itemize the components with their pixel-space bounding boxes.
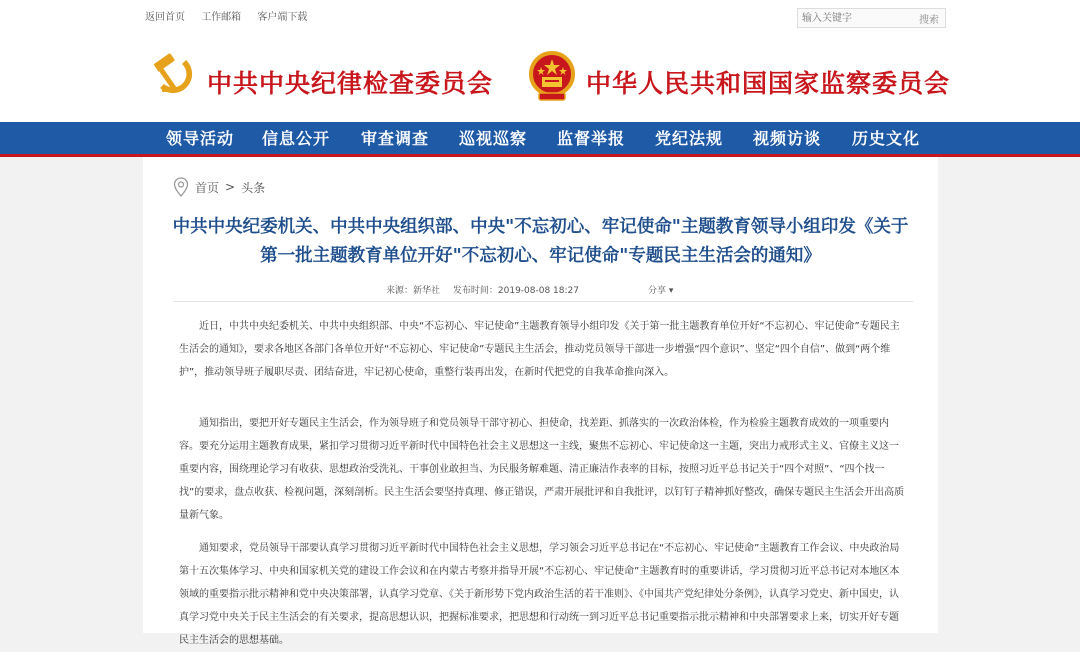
article-source: 来源：新华社: [386, 286, 441, 296]
main-nav: [0, 122, 1080, 157]
article-paragraph: 近日，中共中央纪委机关、中共中央组织部、中央“不忘初心、牢记使命”主题教育领导小组印发《关于第一批主题教育单位开好“不忘初心、牢记使命”专题民主生活会的通知》，要求各地区各部门各单位开好“不忘初心、牢记使命”专题民主生活会，推动党员领导干部进一步增强“四个意识”、坚定“四个自信”、做到“两个维护”，推动领导班子履职尽责、团结奋进，牢记初心使命，重整行装再出发，在新时代把党的自我革命推向深入。: [179, 321, 900, 378]
nav-item-leadership[interactable]: 领导活动: [166, 129, 235, 148]
email-link[interactable]: 工作邮箱: [201, 12, 242, 23]
nav-item-video[interactable]: 视频访谈: [753, 129, 822, 148]
nav-item-disclosure[interactable]: 信息公开: [262, 129, 331, 148]
article-paragraph: 通知指出，要把开好专题民主生活会，作为领导班子和党员领导干部守初心、担使命，找差距、抓落实的一次政治体检，作为检验主题教育成效的一项重要内容。要充分运用主题教育成果，紧扣学习贯彻习近平新时代中国特色社会主义思想这一主线，聚焦不忘初心、牢记使命这一主题，突出力戒形式主义、官僚主义这一重要内容，围绕理论学习有收获、思想政治受洗礼、干事创业敢担当、为民服务解难题、清正廉洁作表率的目标，按照习近平总书记关于“四个对照”、“四个找一找”的要求，盘点收获、检视问题，深刻剖析。民主生活会要坚持真理、修正错误，严肃开展批评和自我批评，以钉钉子精神抓好整改，确保专题民主生活会开出高质量新气象。: [179, 418, 905, 521]
top-links: [145, 8, 320, 23]
chevron-down-icon: ▾: [668, 286, 674, 296]
article-meta: [386, 283, 589, 296]
breadcrumb: [173, 177, 271, 197]
nav-item-regulations[interactable]: 党纪法规: [655, 129, 724, 148]
share-button[interactable]: [648, 283, 673, 296]
nav-item-report[interactable]: 监督举报: [557, 129, 626, 148]
article-title: [163, 213, 918, 271]
national-emblem-icon: [528, 50, 576, 106]
search-button[interactable]: 搜索: [919, 15, 939, 26]
article-title-line: 中共中央纪委机关、中共中央组织部、中央"不忘初心、牢记使命"主题教育领导小组印发《关于: [172, 217, 909, 237]
share-label: 分享: [648, 286, 667, 296]
article-title-line: 第一批主题教育单位开好"不忘初心、牢记使命"专题民主生活会的通知》: [260, 246, 821, 266]
nsc-title[interactable]: 中华人民共和国国家监察委员会: [586, 69, 951, 98]
client-download-link[interactable]: 客户端下载: [257, 12, 308, 23]
article-paragraph: 通知要求，党员领导干部要认真学习贯彻习近平新时代中国特色社会主义思想，学习领会习近平总书记在“不忘初心、牢记使命”主题教育工作会议、中央政治局第十五次集体学习、中央和国家机关党的建设工作会议和在内蒙古考察并指导开展“不忘初心、牢记使命”主题教育时的重要讲话，学习贯彻习近平总书记对本地区本领域的重要指示批示精神和党中央决策部署，认真学习党章、《关于新形势下党内政治生活的若干准则》、《中国共产党纪律处分条例》，认真学习党史、新中国史，认真学习党中央关于民主生活会的有关要求，提高思想认识，把握标准要求，把思想和行动统一到习近平总书记重要指示批示精神和中央部署要求上来，切实开好专题民主生活会的思想基础。: [179, 543, 900, 646]
nav-item-history[interactable]: 历史文化: [852, 129, 921, 148]
search-input[interactable]: [802, 11, 906, 25]
nav-item-investigation[interactable]: 审查调查: [361, 129, 430, 148]
article-container: [143, 157, 938, 646]
home-link[interactable]: 返回首页: [145, 12, 185, 23]
article-date: 发布时间：2019-08-08 18:27: [452, 286, 579, 296]
header: [0, 0, 1080, 122]
ccdi-title[interactable]: 中共中央纪律检查委员会: [207, 69, 494, 98]
party-emblem-icon: [148, 50, 196, 102]
divider: [173, 301, 913, 302]
location-pin-icon: [173, 177, 189, 197]
breadcrumb-home[interactable]: 首页: [195, 180, 220, 195]
breadcrumb-current[interactable]: 头条: [241, 180, 266, 195]
nav-item-inspection[interactable]: 巡视巡察: [459, 129, 528, 148]
breadcrumb-separator: >: [225, 180, 236, 194]
search-box: [797, 8, 946, 28]
